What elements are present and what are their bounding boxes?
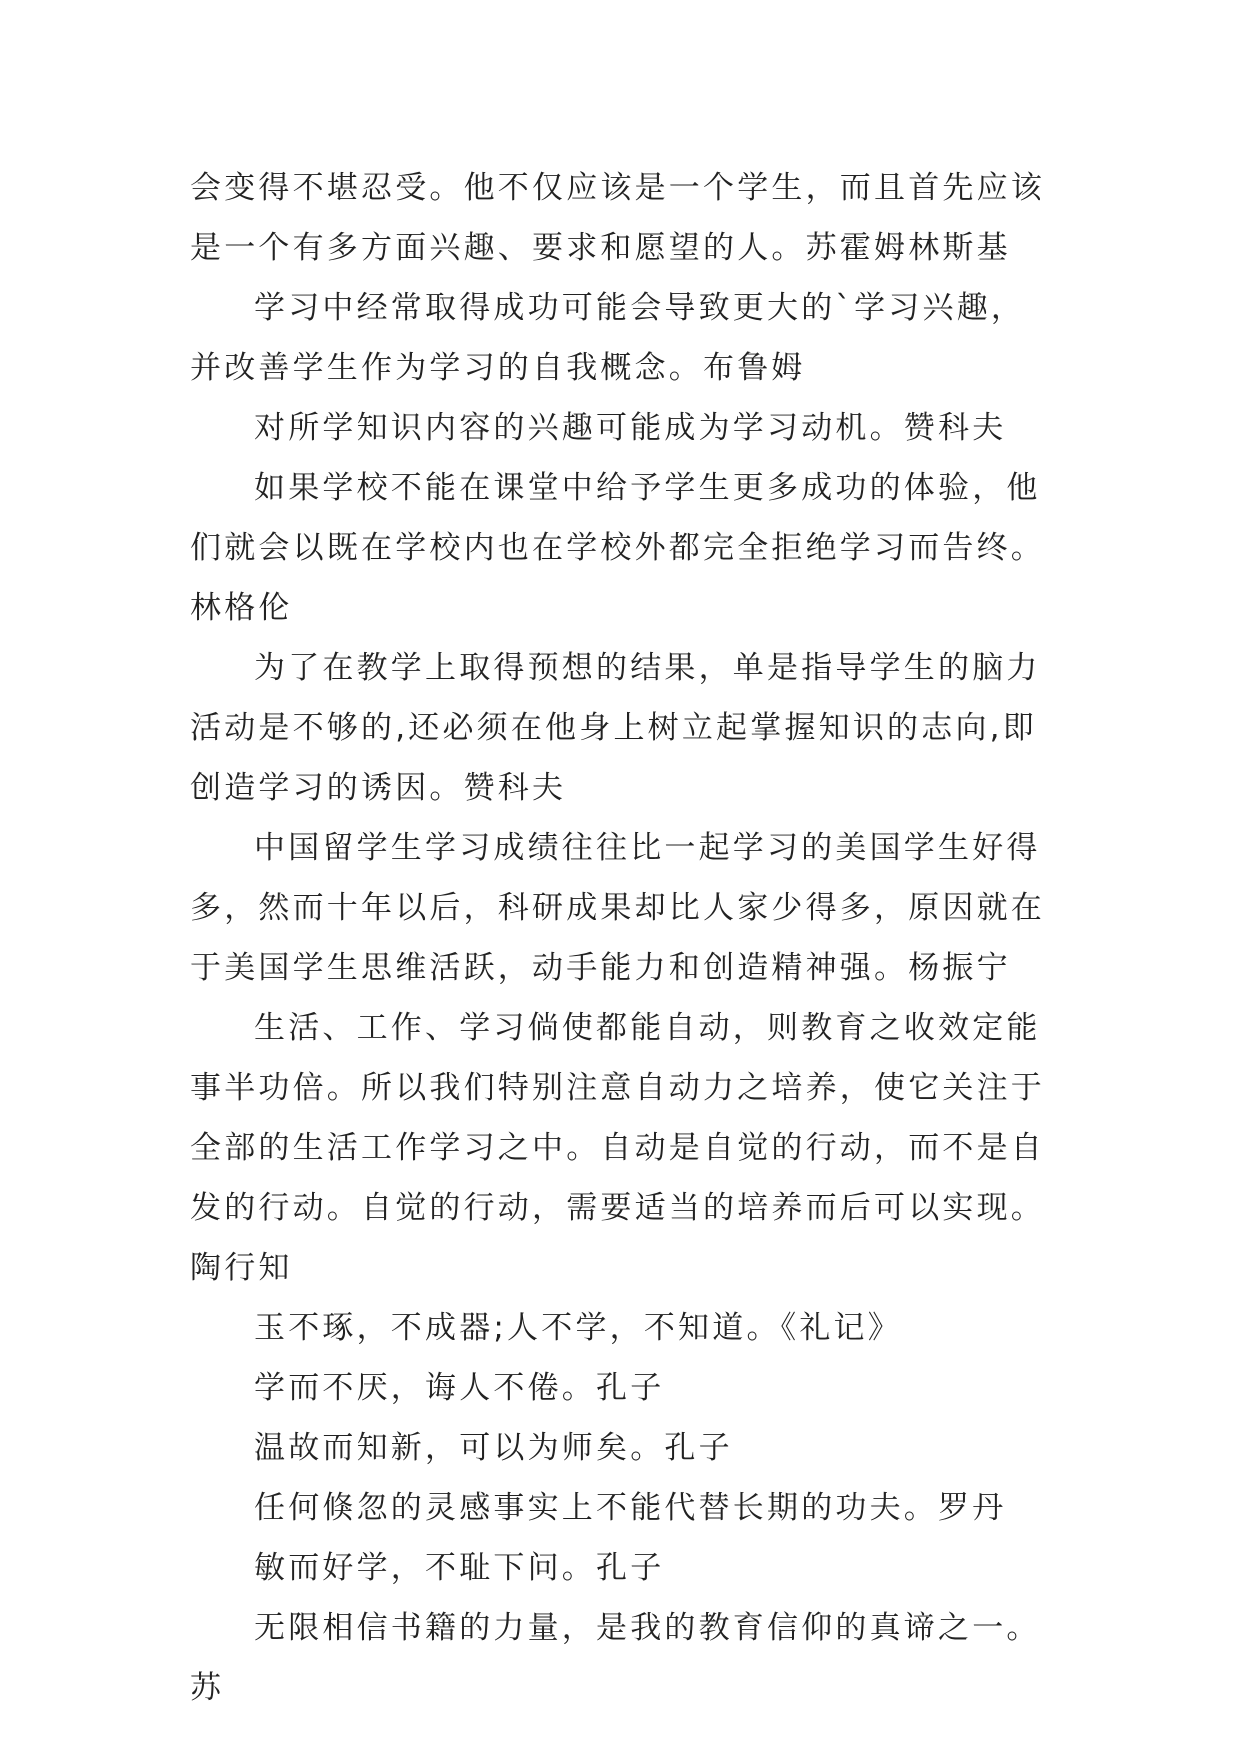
document-body [190,158,1052,1718]
paragraph: 温故而知新，可以为师矣。孔子 [254,1430,733,1466]
paragraph: 对所学知识内容的兴趣可能成为学习动机。赞科夫 [254,410,1007,446]
paragraph: 会变得不堪忍受。他不仅应该是一个学生，而且首先应该是一个有多方面兴趣、要求和愿望的人。苏霍姆林斯基 [190,170,1045,266]
paragraph: 敏而好学，不耻下问。孔子 [254,1550,665,1586]
paragraph: 无限相信书籍的力量，是我的教育信仰的真谛之一。苏 [190,1610,1041,1706]
paragraph: 生活、工作、学习倘使都能自动，则教育之收效定能事半功倍。所以我们特别注意自动力之培养，使它关注于全部的生活工作学习之中。自动是自觉的行动，而不是自发的行动。自觉的行动，需要适当的培养而后可以实现。陶行知 [190,1010,1045,1286]
paragraph: 玉不琢，不成器;人不学，不知道。《礼记》 [254,1310,902,1346]
paragraph: 如果学校不能在课堂中给予学生更多成功的体验，他们就会以既在学校内也在学校外都完全拒绝学习而告终。林格伦 [190,470,1045,626]
paragraph: 任何倏忽的灵感事实上不能代替长期的功夫。罗丹 [254,1490,1007,1526]
paragraph: 中国留学生学习成绩往往比一起学习的美国学生好得多，然而十年以后，科研成果却比人家少得多，原因就在于美国学生思维活跃，动手能力和创造精神强。杨振宁 [190,830,1045,986]
paragraph: 为了在教学上取得预想的结果，单是指导学生的脑力活动是不够的,还必须在他身上树立起掌握知识的志向,即创造学习的诱因。赞科夫 [190,650,1041,806]
paragraph: 学习中经常取得成功可能会导致更大的`学习兴趣，并改善学生作为学习的自我概念。布鲁姆 [190,290,1026,386]
paragraph: 学而不厌，诲人不倦。孔子 [254,1370,665,1406]
